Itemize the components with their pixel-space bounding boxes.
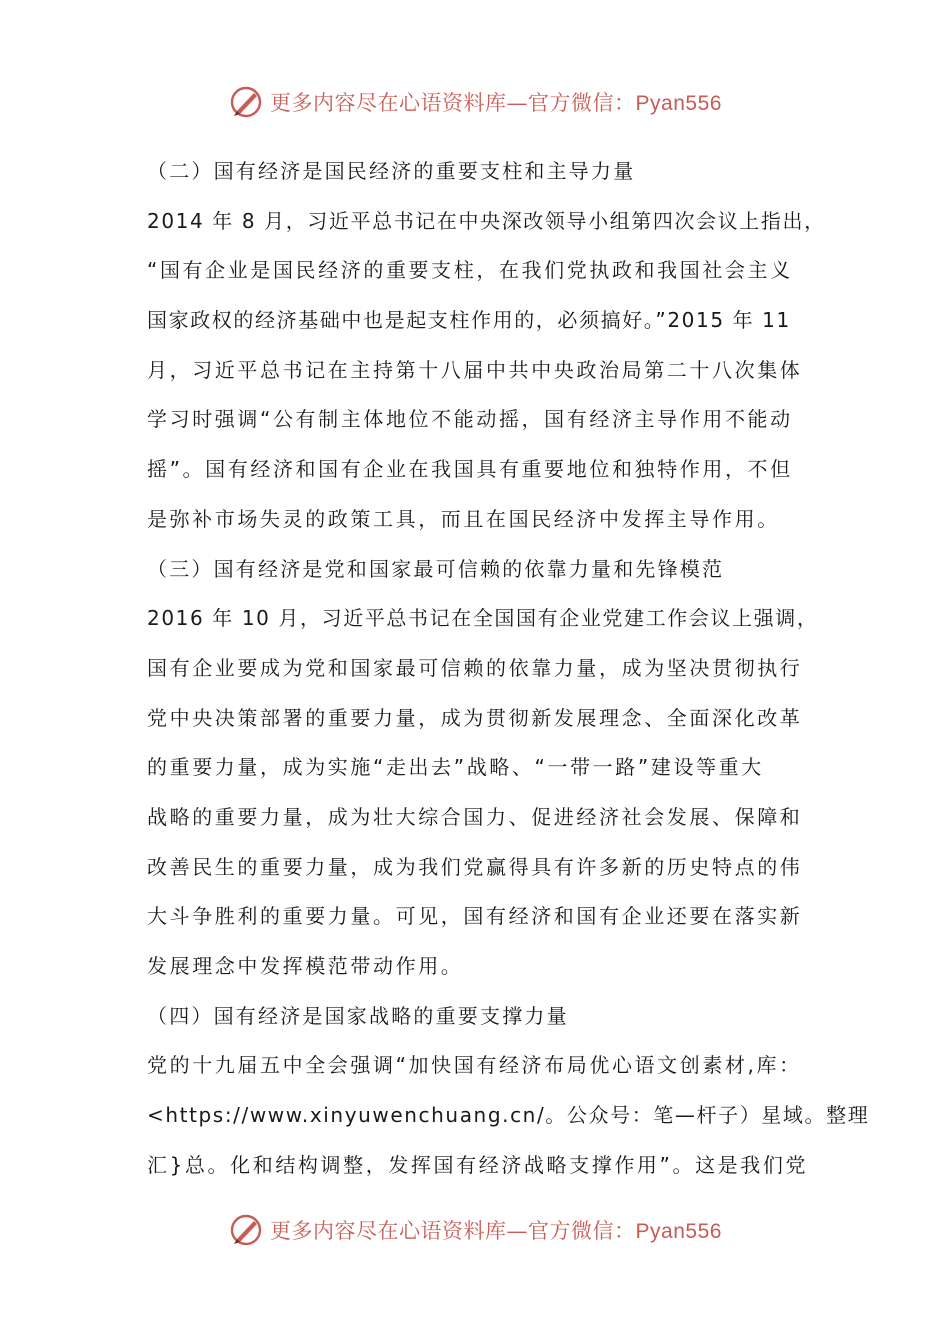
header-watermark-label: 更多内容尽在心语资料库—官方微信： [270,91,636,115]
paragraph-line: <https://www.xinyuwenchuang.cn/。公众号：笔—杆子）星域。整理 [147,1103,870,1128]
footer-watermark-banner [0,1208,950,1252]
pen-logo-icon [228,84,264,120]
footer-watermark-handle: Pyan556 [635,1220,722,1243]
section-heading: （三）国有经济是党和国家最可信赖的依靠力量和先锋模范 [147,556,725,581]
footer-watermark-text [270,1215,722,1245]
paragraph-line: 学习时强调“公有制主体地位不能动摇，国有经济主导作用不能动 [147,407,793,432]
section-heading: （二）国有经济是国民经济的重要支柱和主导力量 [147,159,636,183]
paragraph-line: 战略的重要力量，成为壮大综合国力、促进经济社会发展、保障和 [147,804,803,829]
paragraph-line: 党中央决策部署的重要力量，成为贯彻新发展理念、全面深化改革 [147,705,803,730]
paragraph-line: 大斗争胜利的重要力量。可见，国有经济和国有企业还要在落实新 [147,904,803,929]
paragraph-line: 2014 年 8 月，习近平总书记在中央深改领导小组第四次会议上指出， [147,208,826,233]
header-watermark-handle: Pyan556 [635,92,722,115]
footer-watermark-label: 更多内容尽在心语资料库—官方微信： [270,1219,636,1243]
paragraph-line: 发展理念中发挥模范带动作用。 [147,954,464,978]
paragraph-line: 国有企业要成为党和国家最可信赖的依靠力量，成为坚决贯彻执行 [147,655,803,680]
pen-logo-icon [228,1212,264,1248]
paragraph-line: 是弥补市场失灵的政策工具，而且在国民经济中发挥主导作用。 [147,506,780,531]
paragraph-line: 汇}总。化和结构调整，发挥国有经济战略支撑作用”。这是我们党 [147,1152,809,1177]
header-watermark-banner [0,80,950,124]
header-watermark-text [270,87,722,117]
paragraph-line: 2016 年 10 月，习近平总书记在全国国有企业党建工作会议上强调， [147,606,819,631]
paragraph-line: 的重要力量，成为实施“走出去”战略、“一带一路”建设等重大 [147,755,764,780]
paragraph-line: 党的十九届五中全会强调“加快国有经济布局优心语文创素材,库： [147,1053,802,1078]
document-body [147,147,870,1190]
section-heading: （四）国有经济是国家战略的重要支撑力量 [147,1003,569,1028]
paragraph-line: 月，习近平总书记在主持第十八届中共中央政治局第二十八次集体 [147,357,803,382]
paragraph-line: 国家政权的经济基础中也是起支柱作用的，必须搞好。”2015 年 11 [147,308,791,333]
paragraph-line: 改善民生的重要力量，成为我们党赢得具有许多新的历史特点的伟 [147,854,803,879]
paragraph-line: “国有企业是国民经济的重要支柱，在我们党执政和我国社会主义 [147,258,793,283]
paragraph-line: 摇”。国有经济和国有企业在我国具有重要地位和独特作用，不但 [147,457,793,482]
